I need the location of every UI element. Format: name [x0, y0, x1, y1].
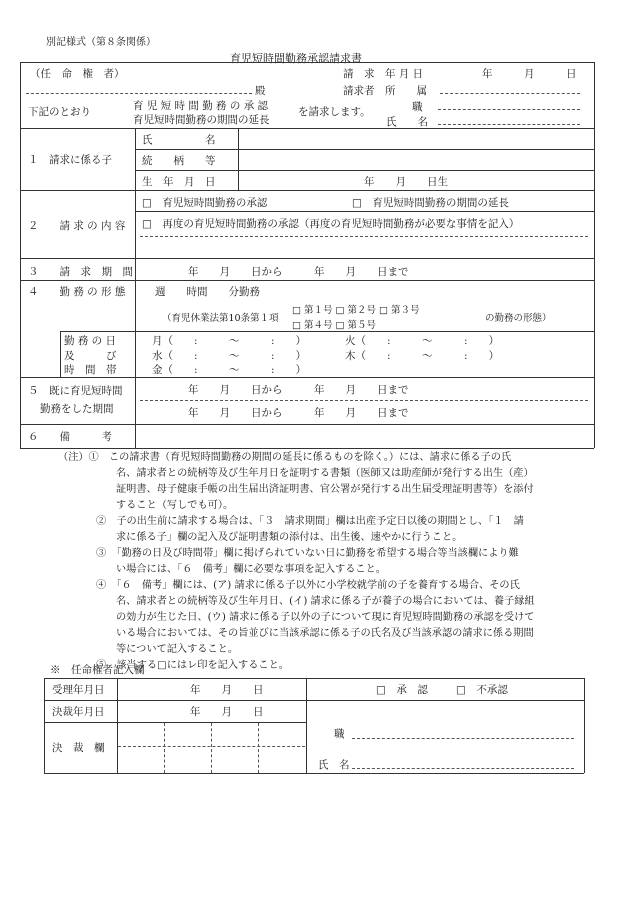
- section4-label: ４ 勤 務 の 形 態: [28, 286, 126, 298]
- section3-label: ３ 請 求 期 間: [28, 266, 133, 278]
- note-1-line-2: 名、請求者との続柄等及び生年月日を証明する書類（医師又は助産師が発行する出生（産）: [116, 468, 534, 479]
- note-4-line-1: ④ 「６ 備考」欄には、(ア) 請求に係る子以外に小学校就学前の子を養育する場合、その氏: [96, 580, 520, 591]
- page-title: 育児短時間勤務承認請求書: [230, 52, 362, 65]
- appointer-line[interactable]: [26, 93, 252, 94]
- appointer-section-heading: ※ 任命権者記入欄: [50, 664, 145, 676]
- decided-date-label: 決裁年月日: [52, 706, 105, 718]
- request-verb: を請求します。: [298, 106, 371, 118]
- prior-period-1[interactable]: 年 月 日から 年 月 日まで: [188, 384, 409, 396]
- extension-line: 育児短時間勤務の期間の延長: [133, 114, 270, 126]
- name-line[interactable]: [438, 124, 580, 125]
- section5-label-2: 勤務をした期間: [40, 403, 114, 415]
- days-label-3: 時 間 帯: [64, 364, 117, 376]
- note-5: ⑤ 該当する□にはレ印を記入すること。: [96, 660, 289, 671]
- disapprove-checkbox[interactable]: □ 不承認: [456, 684, 508, 696]
- child-relation-label: 続 柄 等: [142, 155, 216, 167]
- remarks-field[interactable]: [140, 427, 590, 445]
- section1-label: １ 請求に係る子: [28, 154, 112, 166]
- note-4-line-4: いる場合においては、その旨並びに当該承認に係る子の氏名及び当該承認の請求に係る期間: [116, 628, 534, 639]
- note-4-line-5: 等について記入すること。: [116, 644, 239, 655]
- appointer-post-label: 職: [334, 728, 345, 740]
- monday-hours[interactable]: 月（ : 〜 : ）: [152, 335, 307, 347]
- form-suffix: の勤務の形態）: [485, 313, 552, 324]
- child-birth-label: 生 年 月 日: [142, 176, 216, 188]
- appointer-post-line[interactable]: [352, 738, 574, 739]
- appointer-label: （任 命 権 者）: [30, 68, 125, 80]
- law-reference: （育児休業法第10条第１項: [162, 313, 279, 324]
- note-2-line-2: 求に係る子」欄の記入及び証明書類の添付は、出生後、速やかに行うこと。: [116, 532, 463, 543]
- friday-hours[interactable]: 金（ : 〜 : ）: [152, 364, 307, 376]
- received-date-label: 受理年月日: [52, 684, 105, 696]
- post-label: 職: [412, 101, 423, 113]
- approval-line: 育 児 短 時 間 勤 務 の 承 認: [133, 100, 269, 112]
- note-3-line-1: ③ 「勤務の日及び時間帯」欄に掲げられていない日に勤務を希望する場合等当該欄により難: [96, 548, 519, 559]
- as-below-label: 下記のとおり: [28, 106, 91, 118]
- note-1-line-1: （注）① この請求書（育児短時間勤務の期間の延長に係るものを除く。）には、請求に係る子の氏: [58, 452, 512, 463]
- option-reapproval-checkbox[interactable]: □ 再度の育児短時間勤務の承認（再度の育児短時間勤務が必要な事情を記入）: [142, 218, 520, 230]
- note-2-line-1: ② 子の出生前に請求する場合は、「３ 請求期間」欄は出産予定日以後の期間とし、「１ 請: [96, 516, 524, 527]
- approval-column-label: 決 裁 欄: [52, 742, 105, 754]
- form-reference: 別記様式（第８条関係）: [46, 37, 156, 48]
- section5-label-1: ５ 既に育児短時間: [28, 385, 123, 397]
- request-date-field[interactable]: 年 月 日: [482, 68, 577, 80]
- thursday-hours[interactable]: 木（ : 〜 : ）: [345, 350, 500, 362]
- section2-label: ２ 請 求 の 内 容: [28, 220, 126, 232]
- tuesday-hours[interactable]: 火（ : 〜 : ）: [345, 335, 500, 347]
- note-4-line-3: の効力が生じた日、(ウ) 請求に係る子以外の子について現に育児短時間勤務の承認を受けて: [116, 612, 535, 623]
- note-1-line-3: 証明書、母子健康手帳の出生届出済証明書、官公署が発行する出生届受理証明書等）を添付: [116, 484, 534, 495]
- note-4-line-2: 名、請求者との続柄等及び生年月日、(イ) 請求に係る子が養子の場合においては、養子縁組: [116, 596, 535, 607]
- appointer-name-label: 氏 名: [318, 759, 350, 771]
- section6-label: ６ 備 考: [28, 431, 112, 443]
- appointer-name-line[interactable]: [352, 768, 574, 769]
- child-birth-field[interactable]: 年 月 日生: [364, 176, 448, 188]
- dept-line[interactable]: [440, 93, 580, 94]
- child-name-field[interactable]: [250, 131, 590, 147]
- request-period-field[interactable]: 年 月 日から 年 月 日まで: [188, 266, 409, 278]
- note-3-line-2: い場合には、「６ 備考」欄に必要な事項を記入すること。: [116, 564, 386, 575]
- dono-label: 殿: [255, 85, 266, 97]
- days-label-1: 勤 務 の 日: [64, 335, 117, 347]
- days-label-2: 及 び: [64, 350, 117, 362]
- option-approval-checkbox[interactable]: □ 育児短時間勤務の承認: [142, 197, 268, 209]
- note-1-line-4: すること（写しでも可）。: [116, 500, 234, 511]
- requester-dept-label: 請求者 所 属: [343, 85, 427, 97]
- decided-date-field[interactable]: 年 月 日: [190, 706, 264, 718]
- prior-period-2[interactable]: 年 月 日から 年 月 日まで: [188, 407, 409, 419]
- law-item-options-row1[interactable]: □ 第１号 □ 第２号 □ 第３号: [292, 305, 420, 316]
- child-name-label: 氏 名: [142, 134, 216, 146]
- approve-checkbox[interactable]: □ 承 認: [376, 684, 428, 696]
- weekly-hours-field[interactable]: 週 時間 分勤務: [155, 286, 260, 298]
- name-label: 氏 名: [386, 116, 428, 128]
- received-date-field[interactable]: 年 月 日: [190, 684, 264, 696]
- option-extension-checkbox[interactable]: □ 育児短時間勤務の期間の延長: [352, 197, 509, 209]
- wednesday-hours[interactable]: 水（ : 〜 : ）: [152, 350, 307, 362]
- law-item-options-row2[interactable]: □ 第４号 □ 第５号: [292, 320, 377, 331]
- post-line[interactable]: [438, 109, 580, 110]
- request-date-label: 請 求 年 月 日: [343, 68, 424, 80]
- child-relation-field[interactable]: [250, 152, 590, 168]
